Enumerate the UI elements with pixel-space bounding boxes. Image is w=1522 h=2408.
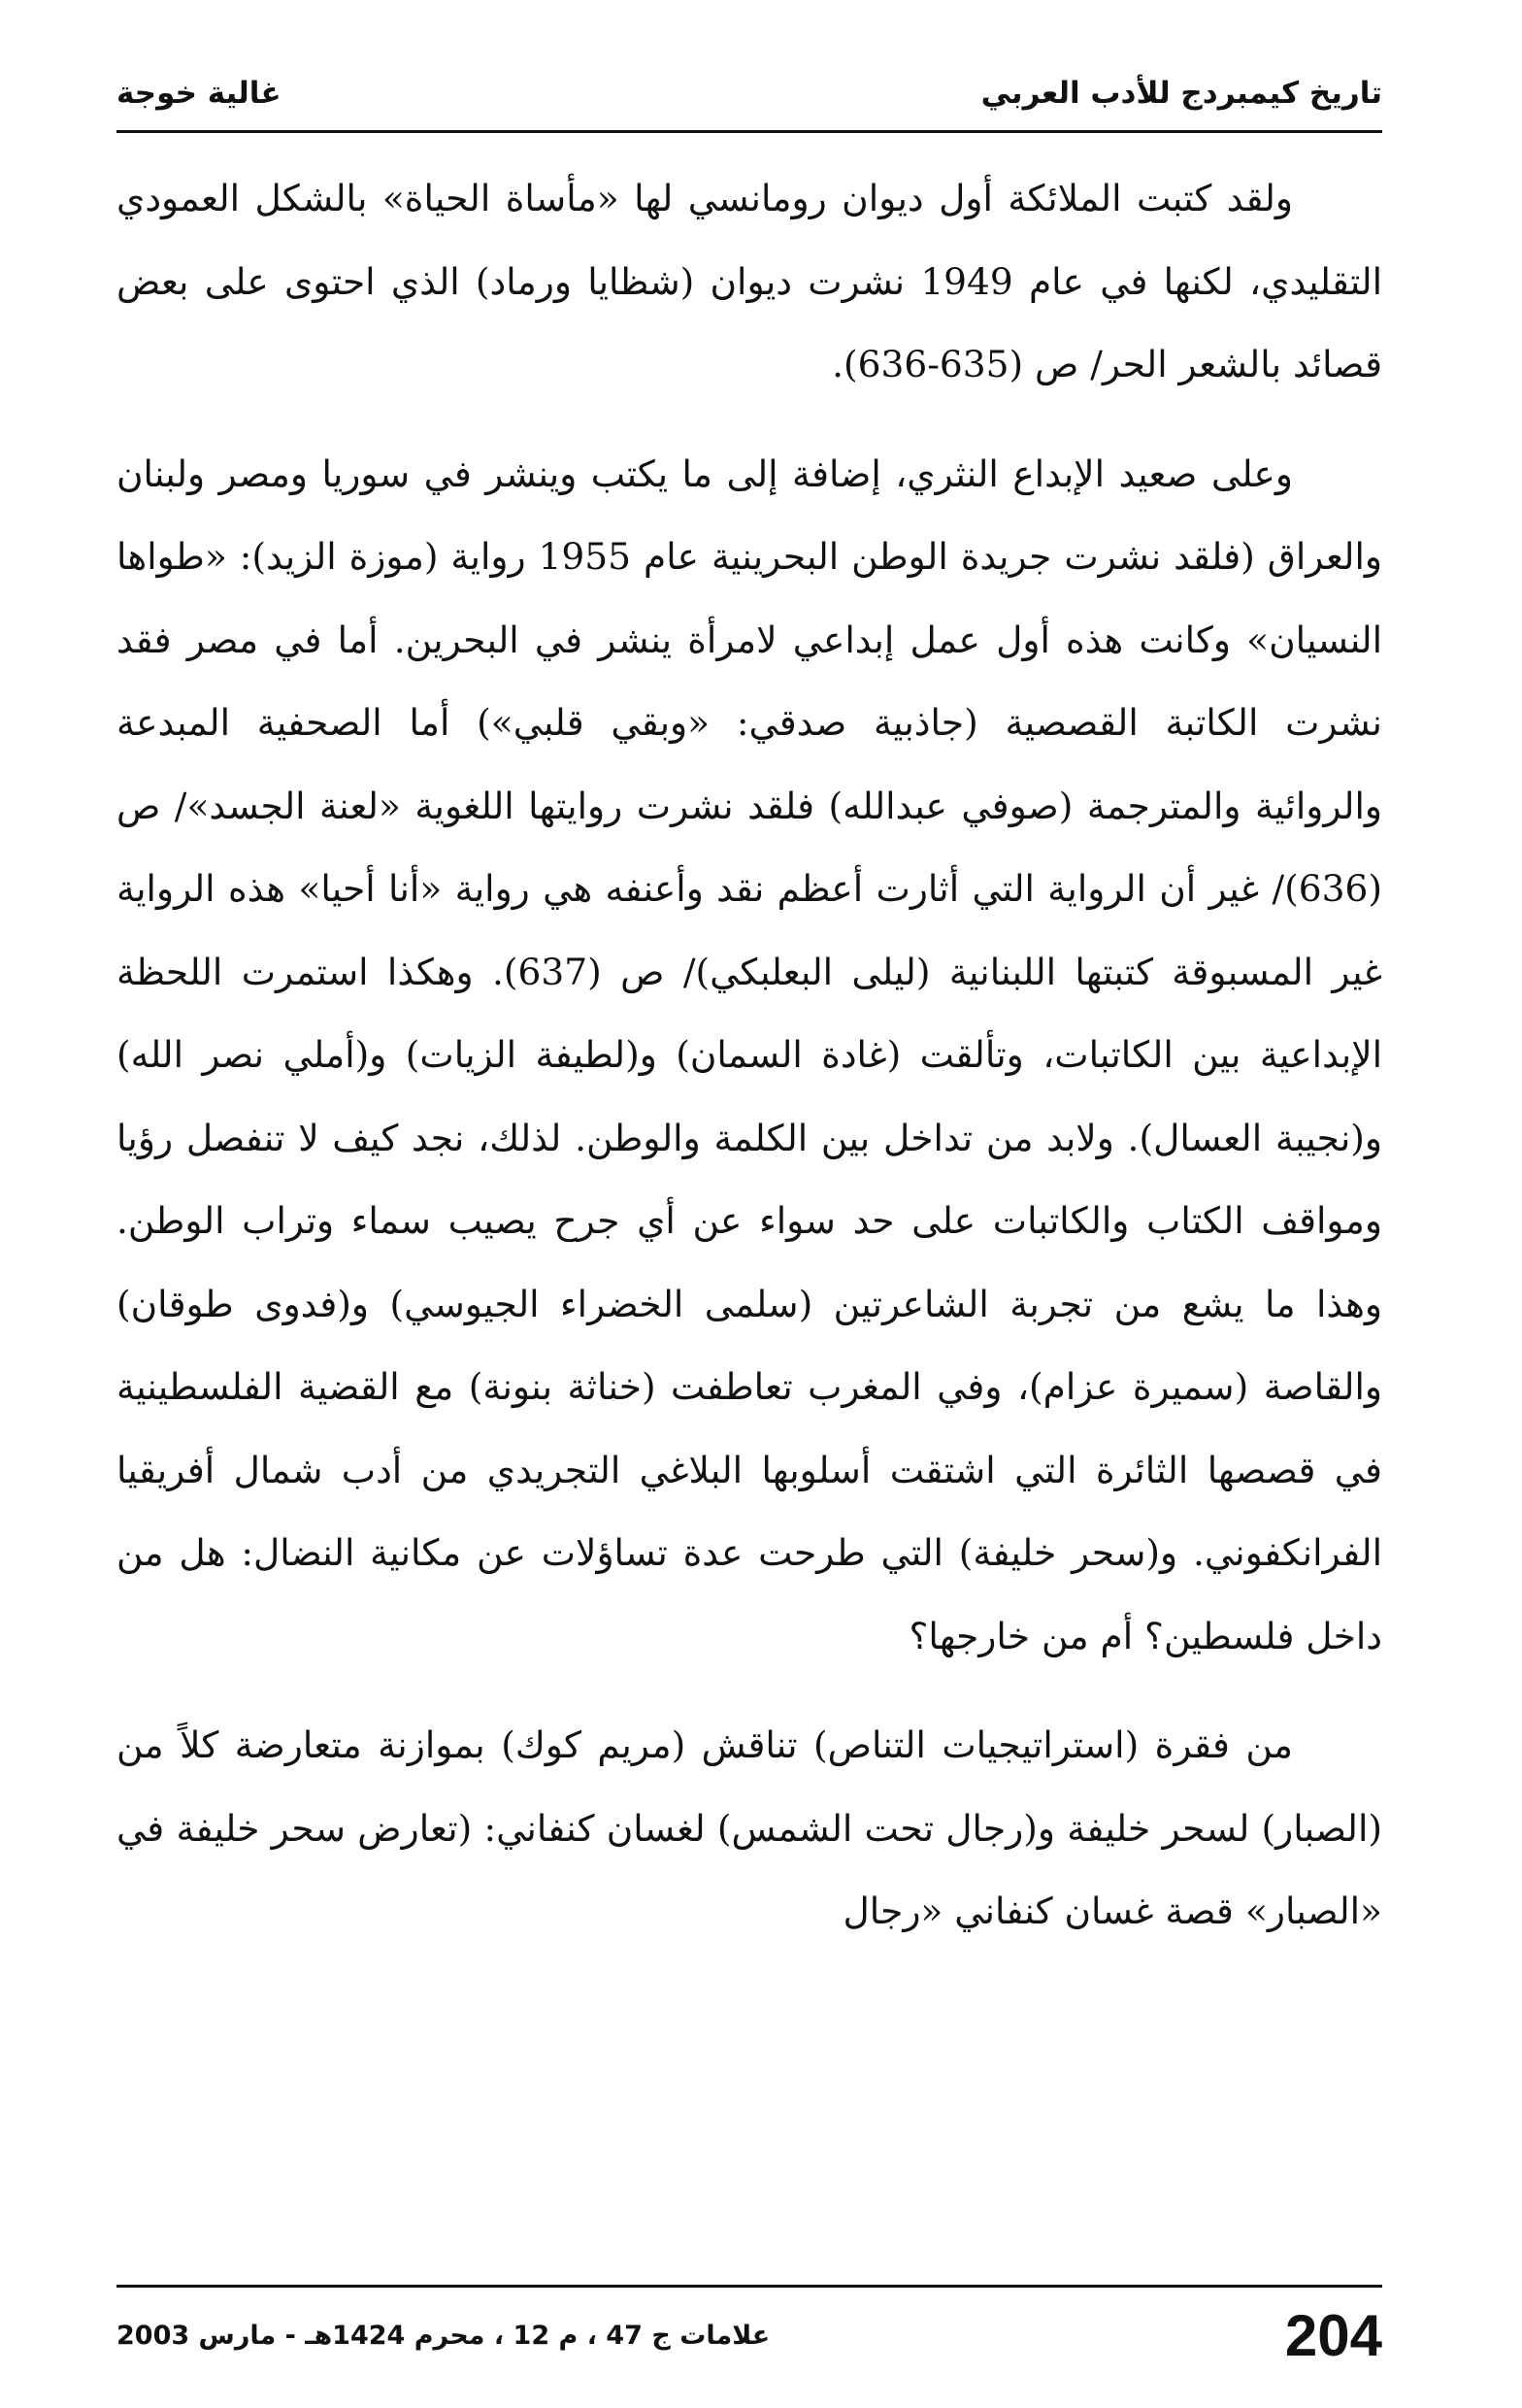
paragraph: وعلى صعيد الإبداع النثري، إضافة إلى ما يكتب وينشر في سوريا ومصر ولبنان والعراق (فلقد نشرت جريدة الوطن البحرينية عام 1955 رواية (موزة الزيد): «طواها النسيان» وكانت هذه أول عمل إبداعي لامرأة ينشر في البحرين. أما في مصر فقد نشرت الكاتبة القصصية (جاذبية صدقي: «وبقي قلبي») أما الصحفية المبدعة والروائية والمترجمة (صوفي عبدالله) فلقد نشرت روايتها اللغوية «لعنة الجسد»/ ص (636)/ غير أن الرواية التي أثارت أعظم نقد وأعنفه هي رواية «أنا أحيا» هذه الرواية غير المسبوقة كتبتها اللبنانية (ليلى البعلبكي)/ ص (637). وهكذا استمرت اللحظة الإبداعية بين الكاتبات، وتألقت (غادة السمان) و(لطيفة الزيات) و(أملي نصر الله) و(نجيبة العسال). ولابد من تداخل بين الكلمة والوطن. لذلك، نجد كيف لا تنفصل رؤيا ومواقف الكتاب والكاتبات على حد سواء عن أي جرح يصيب سماء وتراب الوطن. وهذا ما يشع من تجربة الشاعرتين (سلمى الخضراء الجيوسي) و(فدوى طوقان) والقاصة (سميرة عزام)، وفي المغرب تعاطفت (خناثة بنونة) مع القضية الفلسطينية في قصصها الثائرة التي اشتقت أسلوبها البلاغي التجريدي من أدب شمال أفريقيا الفرانكفوني. و(سحر خليفة) التي طرحت عدة تساؤلات عن مكانية النضال: هل من داخل فلسطين؟ أم من خارجها؟ bbox=[116, 452, 1382, 1657]
footer-rule bbox=[116, 2285, 1382, 2288]
page-footer bbox=[116, 2297, 1382, 2375]
running-author: غالية خوجة bbox=[116, 75, 281, 111]
page-number: 204 bbox=[1284, 2303, 1382, 2368]
running-title: تاريخ كيمبردج للأدب العربي bbox=[980, 75, 1382, 111]
header-rule bbox=[116, 130, 1382, 133]
journal-info: علامات ج 47 ، م 12 ، محرم 1424هـ - مارس 2003 bbox=[116, 2321, 771, 2352]
page-header bbox=[116, 47, 1382, 115]
body-text bbox=[116, 157, 1382, 1980]
paragraph: ولقد كتبت الملائكة أول ديوان رومانسي لها «مأساة الحياة» بالشكل العمودي التقليدي، لكنها في عام 1949 نشرت ديوان (شظايا ورماد) الذي احتوى على بعض قصائد بالشعر الحر/ ص (635-636). bbox=[116, 177, 1382, 385]
paragraph: من فقرة (استراتيجيات التناص) تناقش (مريم كوك) بموازنة متعارضة كلاً من (الصبار) لسحر خليفة و(رجال تحت الشمس) لغسان كنفاني: (تعارض سحر خليفة في «الصبار» قصة غسان كنفاني «رجال bbox=[116, 1723, 1382, 1932]
